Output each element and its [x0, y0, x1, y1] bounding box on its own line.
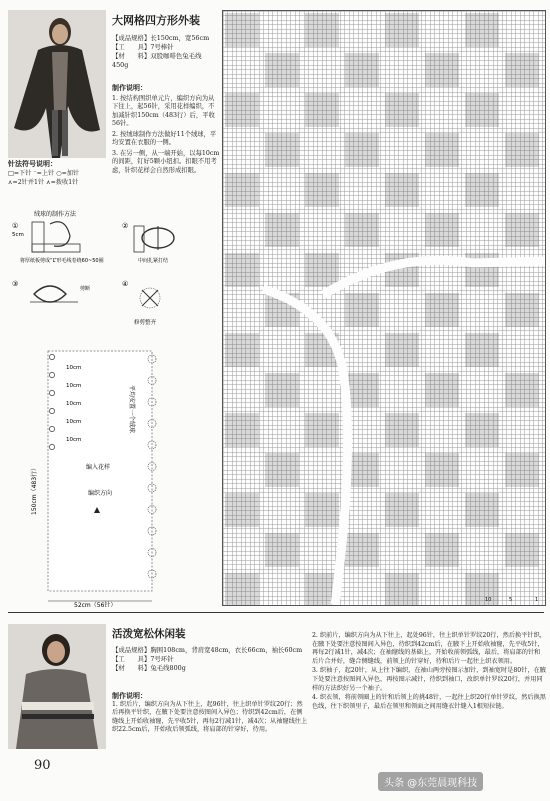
spacing-label: 10cm — [66, 383, 82, 389]
chart-block — [345, 293, 379, 327]
chart-block — [385, 413, 419, 447]
chart-block — [265, 533, 299, 567]
spec-line: 【材 料】双股咖啡色兔毛线 — [112, 52, 202, 60]
chart-blocks — [225, 13, 545, 605]
section-divider — [8, 612, 544, 613]
chart-block — [505, 453, 539, 487]
instruction-step: 3. 在另一侧，从一端开始，以每10cm的间距，钉好5颗小纽扣。扣眼不用考虑，针织花样会自然形成扣眼。 — [112, 149, 220, 174]
instructions-heading: 制作说明： — [112, 84, 147, 92]
chart-col-number: 5 — [509, 597, 513, 603]
chart-block — [265, 213, 299, 247]
pompom-size: 5cm — [12, 232, 24, 238]
chart-block — [505, 373, 539, 407]
spec-line: 450g — [112, 61, 129, 69]
pompom-trim: 修剪整齐 — [134, 320, 157, 326]
chart-block — [425, 53, 459, 87]
chart-block — [305, 173, 339, 207]
pompom-step-1: ① — [12, 222, 19, 230]
knitting-chart — [222, 10, 546, 606]
pattern2-title: 活泼宽松休闲装 — [112, 628, 186, 640]
pattern1-spec — [112, 34, 222, 70]
chart-block — [305, 413, 339, 447]
chart-block — [425, 533, 459, 567]
chart-block — [505, 133, 539, 167]
watermark: 头条 @东莞晨现科技 — [378, 772, 483, 791]
spec-line: 【成品规格】长150cm，宽56cm — [112, 34, 210, 42]
instructions-heading: 制作说明： — [112, 692, 147, 700]
stitch-symbols — [8, 160, 118, 187]
chart-block — [385, 93, 419, 127]
instruction-step: 2. 织前片，编织方向为从下往上，起处96针，往上织单针罗纹20行，然后换平针织，在腋下处要注意按图间入异色，待织到42cm后，在腋下上开始收袖窿，先平收5针，再每2行减1针，减4次；在袖窿线的基础上，开始收前领弧线，最后，将肩部的针和后片合并好，缝合侧缝线，前领上的针穿好，待和后片一起往上织衣领用。 — [312, 632, 546, 665]
chart-block — [265, 53, 299, 87]
pompom-note: 将厚纸板剪成“L”形毛线卷绕60~50圈 — [20, 258, 104, 264]
spacing-label: 10cm — [66, 365, 82, 371]
chart-block — [225, 13, 259, 47]
instruction-step: 1. 按结构图织单元片，编织方向为从下往上，起56针，采用花样编织，不加减针织150cm（483行）后，平收56针。 — [112, 94, 215, 127]
chart-block — [225, 173, 259, 207]
width-label: 52cm（56针） — [74, 602, 117, 607]
chart-col-number: 10 — [485, 597, 492, 603]
page-number: 90 — [34, 758, 51, 773]
chart-block — [425, 133, 459, 167]
pompom-tie: 中间扎紧打结 — [138, 258, 169, 264]
chart-block — [225, 493, 259, 527]
chart-block — [505, 53, 539, 87]
total-length-label: 150cm（483行） — [31, 464, 38, 515]
chart-block — [385, 13, 419, 47]
spacing-label: 10cm — [66, 419, 82, 425]
chart-block — [385, 493, 419, 527]
chart-block — [505, 533, 539, 567]
chart-block — [425, 293, 459, 327]
chart-block — [505, 213, 539, 247]
spec-line: 【材 料】兔毛线800g — [112, 664, 186, 672]
chart-block — [225, 93, 259, 127]
chart-block — [225, 573, 259, 605]
pompom-heading: 绒球的制作方法 — [34, 211, 77, 218]
chart-block — [225, 253, 259, 287]
chart-block — [305, 493, 339, 527]
instruction-step: 4. 织衣领，将前领圈上的针和后领上的挑48针，一起往上织20行单针罗纹，然后换黑色线，往下织领里子，最后在领里和领面之间用缝衣针缝入1根短拉链。 — [312, 694, 546, 710]
chart-block — [265, 133, 299, 167]
instruction-step: 2. 按绒球制作方法做好11个绒球，平均安置在衣服的一侧。 — [112, 130, 217, 146]
chart-block — [465, 13, 499, 47]
chart-block — [465, 173, 499, 207]
garment-schematic — [30, 345, 200, 607]
chart-break-curve — [323, 260, 545, 295]
chart-block — [225, 413, 259, 447]
spacing-label: 10cm — [66, 401, 82, 407]
pompom-step-2: ② — [122, 222, 129, 230]
spacing-label: 10cm — [66, 437, 82, 443]
schematic-outline — [48, 351, 152, 591]
chart-block — [345, 53, 379, 87]
chart-block — [425, 373, 459, 407]
instruction-step: 1. 织后片，编织方向为从下往上，起96针，往上织单针罗纹20行；然后再换平针织，在腋下处要注意按图间入异色；待织到42cm后，在侧缝线上开始收袖窿，先平收5针，再每2行减1针，减4次；从袖窿线往上织22.5cm后，开始收后领弧线，将肩部的针穿好，待用。 — [112, 700, 308, 734]
pattern1-title: 大网格四方形外装 — [112, 14, 200, 27]
chart-block — [345, 533, 379, 567]
pattern-label: 编入花样 — [86, 464, 111, 471]
chart-block — [505, 293, 539, 327]
pompom-step-4: ④ — [122, 280, 129, 288]
pattern2-instructions-cont — [312, 632, 546, 712]
spec-line: 【成品规格】胸围108cm，背肩宽48cm，衣长66cm，袖长60cm — [112, 646, 303, 654]
chart-block — [385, 573, 419, 605]
pompom-diagram — [10, 206, 215, 331]
direction-label: 编织方向 — [88, 490, 113, 497]
chart-block — [305, 13, 339, 47]
symbol-line: ⋏=2针并1针 ⋏=拨收1针 — [8, 179, 79, 186]
chart-block — [425, 213, 459, 247]
yarn-wrap — [50, 222, 70, 247]
scissors-icon — [142, 290, 158, 306]
cardboard-shape — [32, 222, 44, 252]
pattern2-instructions — [112, 692, 308, 735]
chart-block — [465, 493, 499, 527]
pompom-step-3: ③ — [12, 280, 19, 288]
chart-block — [305, 93, 339, 127]
chart-block — [465, 413, 499, 447]
chart-block — [465, 93, 499, 127]
chart-col-number: 1 — [535, 597, 539, 603]
chart-block — [305, 253, 339, 287]
symbol-line: □=下针 ⁻=上针 ○=加针 — [8, 170, 80, 177]
chart-block — [425, 453, 459, 487]
pattern1-instructions — [112, 84, 220, 177]
cardboard-shape — [32, 244, 80, 252]
chart-block — [265, 373, 299, 407]
model-photo-sweater — [8, 624, 106, 749]
chart-block — [345, 213, 379, 247]
spec-line: 【工 具】7号棒针 — [112, 43, 174, 51]
symbols-heading: 针法符号说明： — [8, 160, 57, 168]
model-photo-cardigan — [8, 10, 106, 158]
pattern2-spec — [112, 646, 308, 673]
chart-block — [465, 333, 499, 367]
chart-block — [345, 133, 379, 167]
spec-line: 【工 具】7号环针 — [112, 655, 174, 663]
chart-block — [465, 573, 499, 605]
chart-block — [225, 333, 259, 367]
chart-block — [385, 333, 419, 367]
pompom-note-label: 平均安置一个绒球 — [128, 385, 135, 434]
chart-block — [265, 453, 299, 487]
yarn-loop — [34, 286, 66, 302]
pompom-cut: 剪断 — [80, 286, 91, 292]
instruction-step: 3. 织袖子，起20针，从上往下编织，在袖山两旁按图示加针，到袖宽时是80针，在腋下处要注意按图间入异色，再按图示减针，待织到袖口，改织单针罗纹20行，并用同样的方法织好另一个袖子。 — [312, 667, 546, 692]
chart-block — [385, 173, 419, 207]
